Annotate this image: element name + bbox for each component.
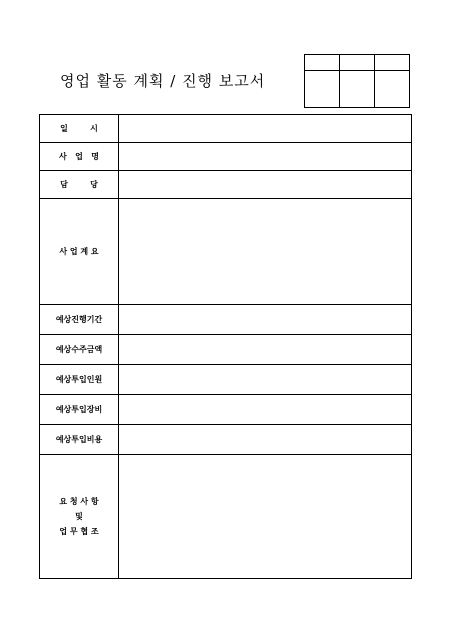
- form-row-expected-personnel: [40, 365, 412, 395]
- project-name-field[interactable]: [119, 143, 412, 171]
- form-row-expected-period: [40, 305, 412, 335]
- project-name-label: 사 업 명: [40, 143, 119, 171]
- form-row-date: [40, 115, 412, 143]
- expected-equipment-field[interactable]: [119, 395, 412, 425]
- expected-cost-label: 예상투입비용: [40, 425, 119, 455]
- date-field[interactable]: [119, 115, 412, 143]
- form-row-requests-cooperation: [40, 455, 412, 579]
- approval-sign-cell-2[interactable]: [340, 71, 375, 108]
- expected-order-amount-label: 예상수주금액: [40, 335, 119, 365]
- form-row-expected-cost: [40, 425, 412, 455]
- expected-period-label: 예상진행기간: [40, 305, 119, 335]
- form-row-person-in-charge: [40, 171, 412, 199]
- approval-header-cell-1: [305, 55, 340, 71]
- person-in-charge-label: 담 당: [40, 171, 119, 199]
- date-label: 일 시: [40, 115, 119, 143]
- expected-order-amount-field[interactable]: [119, 335, 412, 365]
- form-row-project-overview: [40, 199, 412, 305]
- report-form: [39, 114, 412, 579]
- person-in-charge-field[interactable]: [119, 171, 412, 199]
- requests-cooperation-field[interactable]: [119, 455, 412, 579]
- requests-cooperation-label: 요 청 사 항 및 업 무 협 조: [40, 455, 119, 579]
- approval-sign-cell-1[interactable]: [305, 71, 340, 108]
- approval-header-cell-2: [340, 55, 375, 71]
- form-row-project-name: [40, 143, 412, 171]
- form-row-expected-order-amount: [40, 335, 412, 365]
- project-overview-label: 사 업 계 요: [40, 199, 119, 305]
- expected-period-field[interactable]: [119, 305, 412, 335]
- expected-equipment-label: 예상투입장비: [40, 395, 119, 425]
- approval-box: [304, 54, 410, 108]
- project-overview-field[interactable]: [119, 199, 412, 305]
- approval-header-cell-3: [375, 55, 410, 71]
- expected-cost-field[interactable]: [119, 425, 412, 455]
- expected-personnel-field[interactable]: [119, 365, 412, 395]
- approval-sign-cell-3[interactable]: [375, 71, 410, 108]
- document-title: 영업 활동 계획 / 진행 보고서: [60, 72, 266, 90]
- form-row-expected-equipment: [40, 395, 412, 425]
- expected-personnel-label: 예상투입인원: [40, 365, 119, 395]
